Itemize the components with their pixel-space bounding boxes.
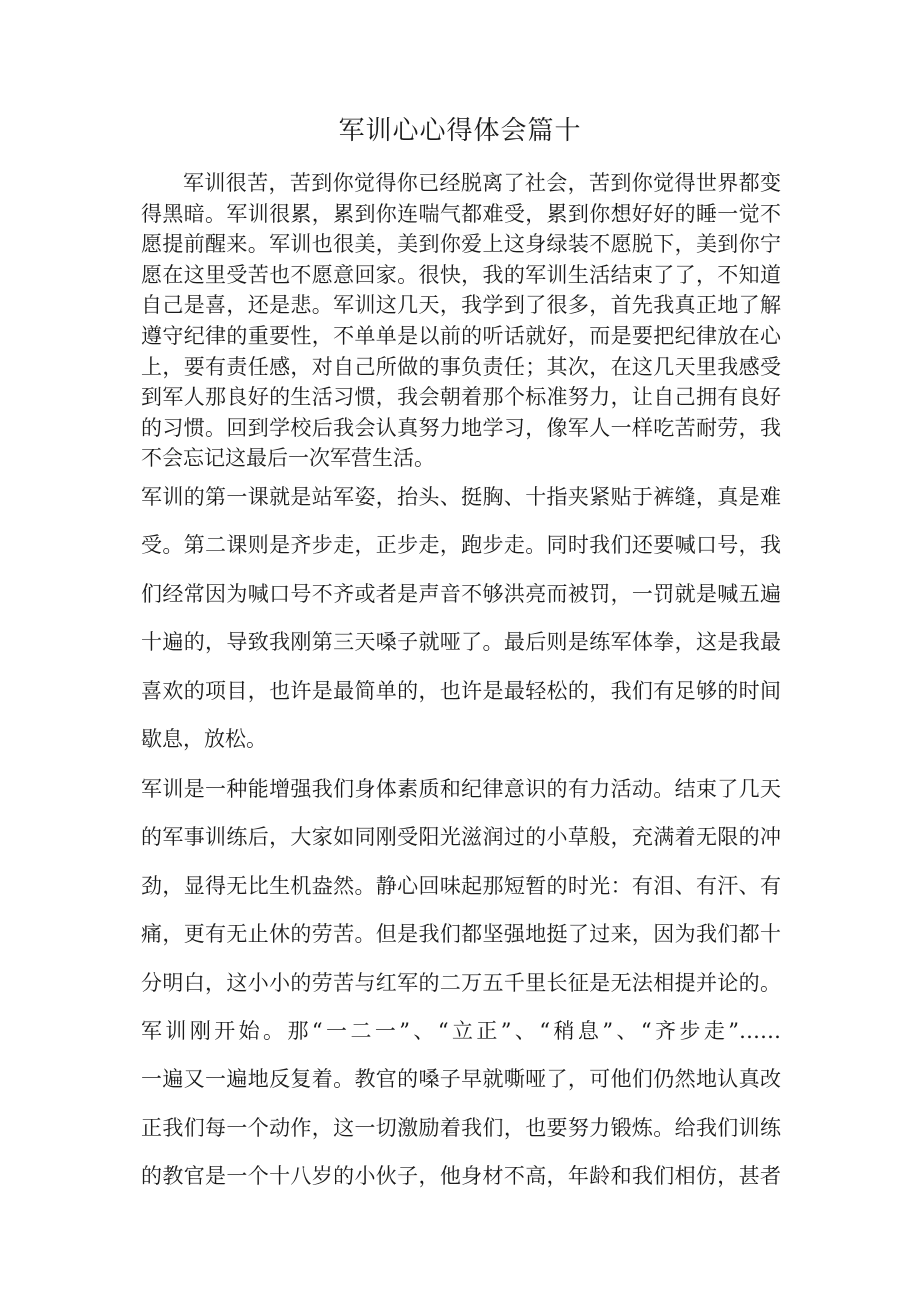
paragraph-2 (141, 473, 781, 763)
paragraph-line: 分明白，这小小的劳苦与红军的二万五千里长征是无法相提并论的。 (141, 970, 781, 995)
paragraph-line: 不会忘记这最后一次军营生活。 (141, 446, 435, 471)
paragraph-line: 军训很苦，苦到你觉得你已经脱离了社会，苦到你觉得世界都变 (183, 171, 781, 195)
paragraph-line: 遵守纪律的重要性，不单单是以前的听话就好，而是要把纪律放在心 (141, 323, 781, 348)
paragraph-line: 十遍的，导致我刚第三天嗓子就哑了。最后则是练军体拳，这是我最 (141, 630, 781, 655)
paragraph-line: 的军事训练后，大家如同刚受阳光滋润过的小草般，充满着无限的冲 (141, 825, 781, 850)
paragraph-line: 歇息，放松。 (141, 727, 267, 752)
paragraph-3 (141, 765, 781, 1201)
paragraph-line: 的教官是一个十八岁的小伙子，他身材不高，年龄和我们相仿，甚者 (141, 1164, 781, 1189)
page-title: 军训心心得体会篇十 (338, 116, 582, 146)
paragraph-line: 军训的第一课就是站军姿，抬头、挺胸、十指夹紧贴于裤缝，真是难 (141, 485, 781, 509)
paragraph-line: 到军人那良好的生活习惯，我会朝着那个标准努力，让自己拥有良好 (141, 385, 781, 410)
paragraph-line: 愿提前醒来。军训也很美，美到你爱上这身绿装不愿脱下，美到你宁 (141, 232, 781, 257)
paragraph-line: 上，要有责任感，对自己所做的事负责任；其次，在这几天里我感受 (141, 354, 781, 379)
paragraph-1 (141, 168, 781, 474)
paragraph-line: 自己是喜，还是悲。军训这几天，我学到了很多，首先我真正地了解 (141, 293, 781, 318)
paragraph-line: 受。第二课则是齐步走，正步走，跑步走。同时我们还要喊口号，我 (141, 533, 781, 558)
paragraph-line: 军训刚开始。那“一二一”、“立正”、“稍息”、“齐步走”…… (141, 1019, 781, 1044)
paragraph-line: 愿在这里受苦也不愿意回家。很快，我的军训生活结束了了，不知道 (141, 262, 781, 287)
paragraph-line: 正我们每一个动作，这一切激励着我们，也要努力锻炼。给我们训练 (141, 1115, 781, 1140)
paragraph-line: 们经常因为喊口号不齐或者是声音不够洪亮而被罚，一罚就是喊五遍 (141, 581, 781, 606)
paragraph-line: 的习惯。回到学校后我会认真努力地学习，像军人一样吃苦耐劳，我 (141, 415, 781, 440)
paragraph-line: 痛，更有无止休的劳苦。但是我们都坚强地挺了过来，因为我们都十 (141, 922, 781, 947)
paragraph-line: 劲，显得无比生机盎然。静心回味起那短暂的时光：有泪、有汗、有 (141, 873, 781, 898)
paragraph-line: 喜欢的项目，也许是最简单的，也许是最轻松的，我们有足够的时间 (141, 678, 781, 703)
paragraph-line: 得黑暗。军训很累，累到你连喘气都难受，累到你想好好的睡一觉不 (141, 201, 781, 226)
paragraph-line: 军训是一种能增强我们身体素质和纪律意识的有力活动。结束了几天 (141, 777, 781, 801)
paragraph-line: 一遍又一遍地反复着。教官的嗓子早就嘶哑了，可他们仍然地认真改 (141, 1067, 781, 1092)
